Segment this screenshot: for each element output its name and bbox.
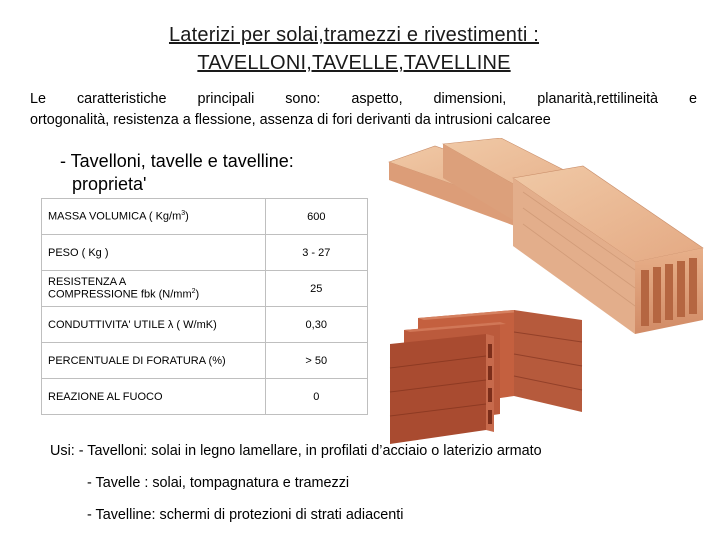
property-label: PESO ( Kg )	[42, 235, 266, 271]
page-subtitle: TAVELLONI,TAVELLE,TAVELLINE	[197, 52, 511, 74]
uses-line-2: - Tavelle : solai, tompagnatura e tramezzi	[87, 475, 350, 491]
section-heading	[60, 150, 360, 196]
uses-line-3: - Tavelline: schermi di protezioni di strati adiacenti	[87, 507, 404, 523]
property-value: 3 - 27	[265, 235, 367, 271]
property-label: CONDUTTIVITA' UTILE λ ( W/mK)	[42, 307, 266, 343]
properties-table	[41, 198, 368, 415]
section-heading-line-1: - Tavelloni, tavelle e tavelline:	[60, 151, 294, 171]
property-label: REAZIONE AL FUOCO	[42, 379, 266, 415]
uses-line-1: Usi: - Tavelloni: solai in legno lamellare, in profilati d’acciaio o laterizio armato	[50, 443, 542, 459]
intro-line-2: ortogonalità, resistenza a flessione, assenza di fori derivanti da intrusioni calcaree	[30, 112, 551, 128]
section-heading-line-2: proprieta'	[72, 174, 147, 194]
table-row	[42, 199, 368, 235]
property-value: 0,30	[265, 307, 367, 343]
property-value: 0	[265, 379, 367, 415]
property-value: 25	[265, 271, 367, 307]
table-row	[42, 307, 368, 343]
property-label: PERCENTUALE DI FORATURA (%)	[42, 343, 266, 379]
lambda-symbol: λ	[167, 318, 174, 331]
tavelle-photo	[386, 310, 586, 444]
table-row	[42, 343, 368, 379]
property-value: 600	[265, 199, 367, 235]
intro-line-1: Le caratteristiche principali sono: aspetto, dimensioni, planarità,rettilineità e	[30, 91, 697, 107]
tavelloni-photo	[383, 138, 713, 338]
property-label: RESISTENZA A COMPRESSIONE fbk $(N/mm^2)$	[42, 271, 266, 307]
table-row	[42, 379, 368, 415]
page-title: Laterizi per solai,tramezzi e rivestimenti :	[168, 24, 540, 46]
property-label: MASSA VOLUMICA ( $Kg/m^3$)	[42, 199, 266, 235]
property-value: > 50	[265, 343, 367, 379]
table-row	[42, 235, 368, 271]
table-row	[42, 271, 368, 307]
